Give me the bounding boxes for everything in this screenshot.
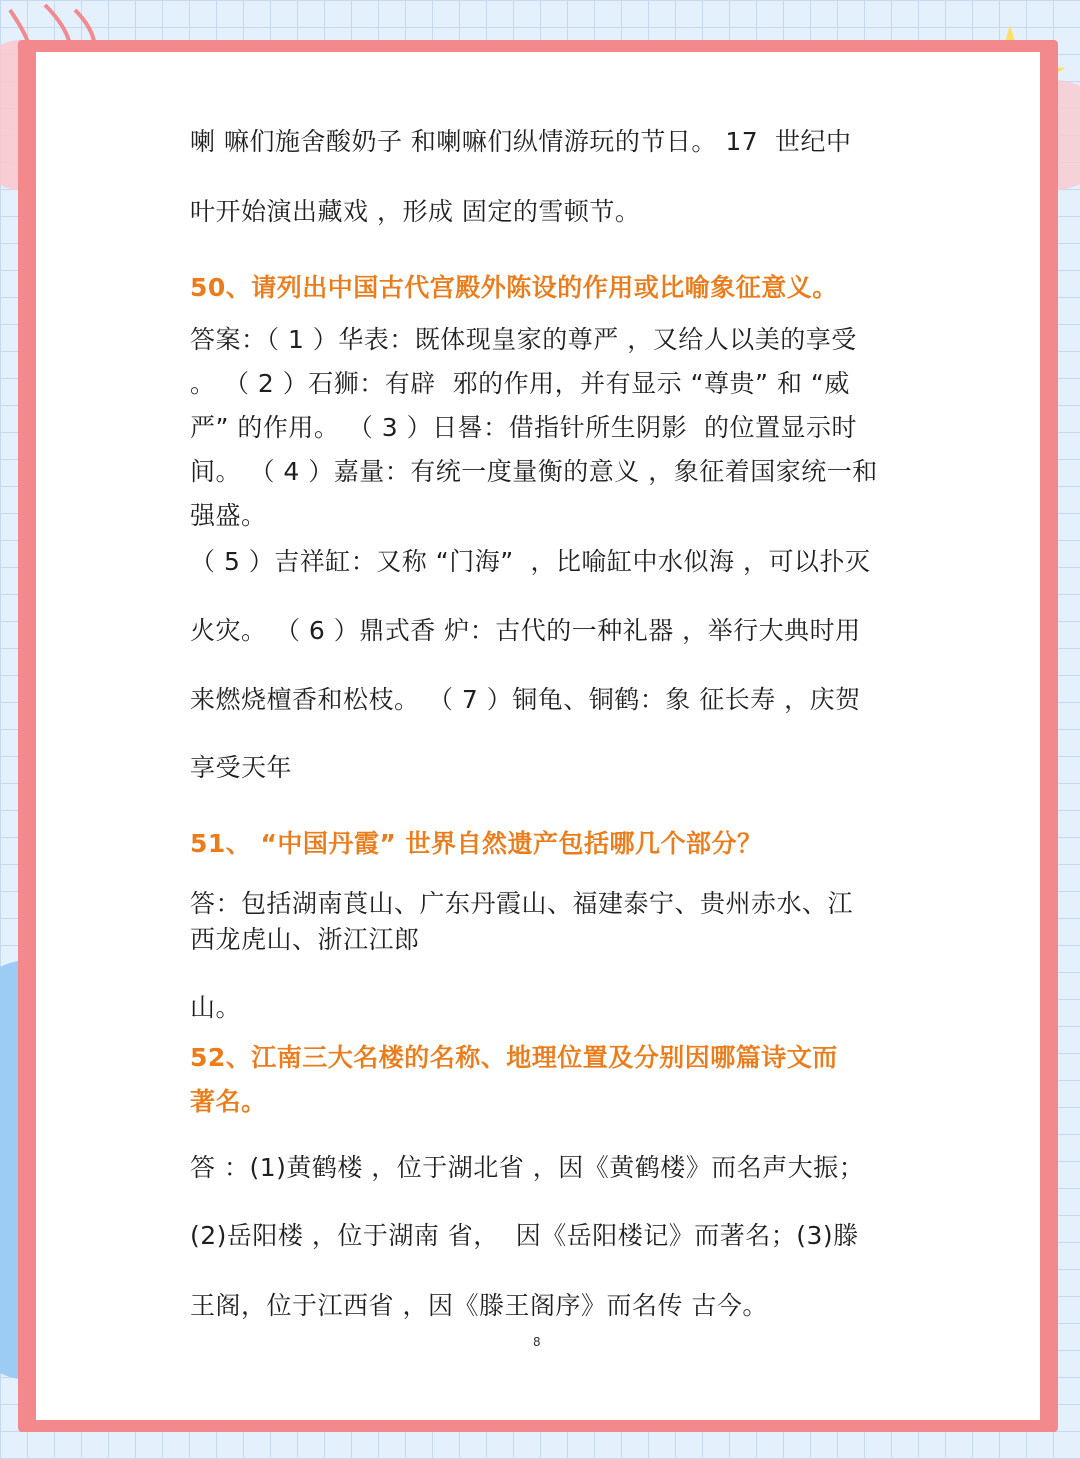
- text-line: 叶开始演出藏戏 ，形成 固定的雪顿节。: [190, 197, 641, 226]
- answer-line: 王阁，位于江西省 ，因《滕王阁序》而名传 古今。: [190, 1291, 768, 1320]
- answer-line: 间。 （ 4 ）嘉量：有统一度量衡的意义 ，象征着国家统一和: [190, 457, 878, 486]
- answer-line: (2)岳阳楼 ，位于湖南 省， 因《岳阳楼记》而著名；(3)滕: [190, 1221, 859, 1250]
- answer-line: 答：包括湖南莨山、广东丹霞山、福建泰宁、贵州赤水、江: [190, 889, 854, 918]
- answer-line: 强盛。: [190, 501, 267, 530]
- question-heading: 51、 “中国丹霞” 世界自然遗产包括哪几个部分？: [190, 829, 763, 858]
- question-heading: 著名。: [190, 1087, 267, 1116]
- answer-line: 来燃烧檀香和松枝。 （ 7 ）铜龟、铜鹤：象 征长寿 ，庆贺: [190, 685, 861, 714]
- question-heading: 52、江南三大名楼的名称、地理位置及分别因哪篇诗文而: [190, 1043, 838, 1072]
- answer-line: 答案：（ 1 ）华表：既体现皇家的尊严 ，又给人以美的享受: [190, 325, 857, 354]
- answer-line: 享受天年: [190, 753, 293, 782]
- answer-line: 答 ：(1)黄鹤楼 ，位于湖北省 ，因《黄鹤楼》而名声大振；: [190, 1153, 865, 1182]
- answer-line: 。 （ 2 ）石狮：有辟 邪的作用，并有显示 “尊贵” 和 “威: [190, 369, 850, 398]
- answer-line: 西龙虎山、浙江江郎: [190, 925, 420, 954]
- answer-line: 严” 的作用。 （ 3 ）日晷：借指针所生阴影 的位置显示时: [190, 413, 858, 442]
- page-number: 8: [533, 1335, 541, 1349]
- answer-line: （ 5 ）吉祥缸：又称 “门海” ，比喻缸中水似海 ，可以扑灭: [190, 547, 871, 576]
- answer-line: 火灾。 （ 6 ）鼎式香 炉：古代的一种礼器 ，举行大典时用: [190, 616, 861, 645]
- question-heading: 50、请列出中国古代宫殿外陈设的作用或比喻象征意义。: [190, 273, 838, 302]
- paper-sheet: [36, 52, 1040, 1420]
- answer-line: 山。: [190, 993, 242, 1022]
- text-line: 喇 嘛们施舍酸奶子 和喇嘛们纵情游玩的节日。 17 世纪中: [190, 127, 852, 156]
